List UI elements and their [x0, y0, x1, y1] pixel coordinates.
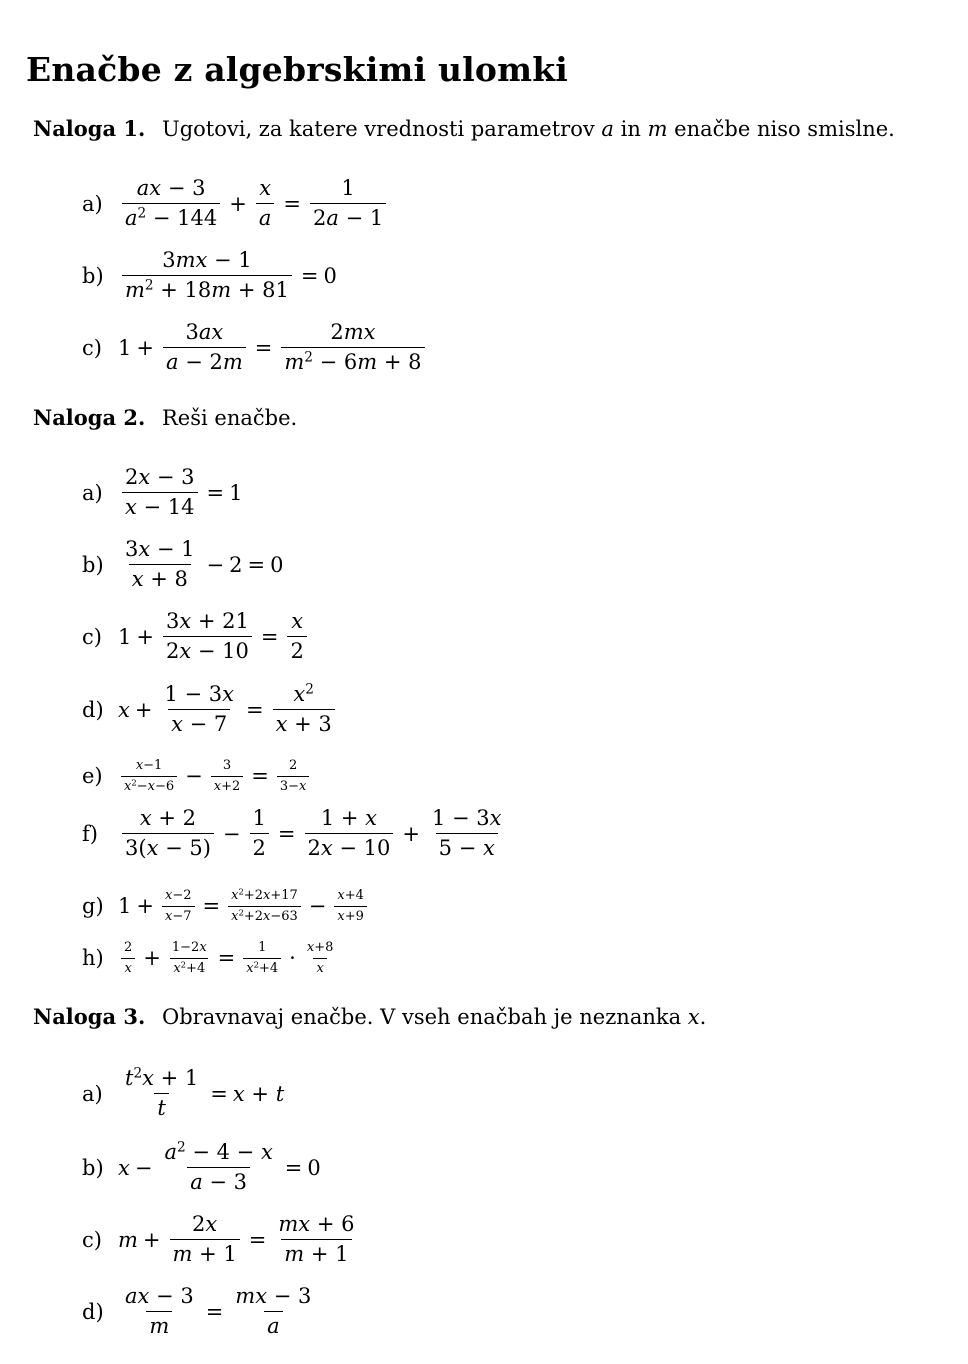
equation: m + $\frac{2x}{m + 1}$ = $\frac{mx + 6}{m + 1}$ — [118, 1212, 355, 1267]
equation: $\frac{ax - 3}{a^2 - 144}$ + $\frac{x}{a}$ = $\frac{1}{2a - 1}$ — [118, 176, 390, 231]
equation: $\frac{3mx - 1}{m^2 + 18m + 81}$ = 0 — [118, 248, 337, 303]
task-1-text-c: enačbe niso smislne. — [674, 117, 895, 141]
item-label: h) — [82, 946, 104, 971]
task-3-item-c — [82, 1212, 361, 1267]
task-3-var-x: x — [687, 1005, 700, 1029]
equation: $\frac{x + 2}{3(x - 5)}$ − $\frac{1}{2}$ = $\frac{1 + x}{2x - 10}$ + $\frac{1 - 3x}{5 - x}$ — [118, 806, 509, 861]
task-1-label: Naloga 1. — [33, 116, 146, 141]
item-label: c) — [82, 335, 102, 360]
item-label: b) — [82, 263, 104, 288]
item-label: e) — [82, 764, 103, 789]
equation: 1 + $\frac{3x + 21}{2x - 10}$ = $\frac{x}{2}$ — [118, 609, 311, 664]
task-2-item-e — [82, 758, 312, 794]
item-label: f) — [82, 821, 98, 846]
task-3-text-b: . — [699, 1005, 707, 1029]
item-label: b) — [82, 552, 104, 577]
equation: 1 + $\frac{x-2}{x-7}$ = $\frac{x^2+2x+17}{x^2+2x-63}$ − $\frac{x+4}{x+9}$ — [118, 888, 370, 924]
page-title: Enačbe z algebrskimi ulomki — [26, 50, 569, 89]
equation: x − $\frac{a^2 - 4 - x}{a - 3}$ = 0 — [118, 1139, 321, 1195]
task-1-var-m: m — [647, 117, 668, 141]
equation: 1 + $\frac{3ax}{a - 2m}$ = $\frac{2mx}{m^2 - 6m + 8}$ — [118, 320, 429, 375]
task-1-heading — [33, 116, 895, 141]
task-2-text: Reši enačbe. — [162, 406, 298, 430]
task-2-item-g — [82, 888, 370, 924]
item-label: g) — [82, 894, 104, 919]
task-3-label: Naloga 3. — [33, 1004, 146, 1029]
task-2-item-c — [82, 609, 311, 664]
task-3-item-d — [82, 1284, 318, 1339]
item-label: d) — [82, 1299, 104, 1324]
task-2-item-a — [82, 465, 243, 520]
item-label: c) — [82, 624, 102, 649]
task-3-item-a — [82, 1066, 284, 1121]
equation: $\frac{3x - 1}{x + 8}$ − 2 = 0 — [125, 537, 284, 592]
task-3-text-a: Obravnavaj enačbe. V vseh enačbah je neznanka — [162, 1005, 682, 1029]
task-1-text-a: Ugotovi, za katere vrednosti parametrov — [162, 117, 595, 141]
task-2-heading — [33, 405, 297, 430]
equation: $\frac{2x - 3}{x - 14}$ = 1 — [118, 465, 243, 520]
task-2-item-f — [82, 806, 509, 861]
item-label: d) — [82, 697, 104, 722]
task-3-heading — [33, 1004, 706, 1029]
task-2-item-b — [82, 537, 284, 592]
task-2-label: Naloga 2. — [33, 405, 146, 430]
equation: $\frac{x-1}{x^2-x-6}$ − $\frac{3}{x+2}$ = $\frac{2}{3-x}$ — [118, 758, 312, 794]
task-1-text-b: in — [620, 117, 641, 141]
item-label: b) — [82, 1155, 104, 1180]
task-1-item-c — [82, 320, 429, 375]
task-1-var-a: a — [601, 117, 614, 141]
task-3-item-b — [82, 1140, 321, 1195]
equation: $\frac{ax - 3}{m}$ = $\frac{mx - 3}{a}$ — [125, 1284, 312, 1339]
task-1-item-b — [82, 248, 337, 303]
equation: x + $\frac{1 - 3x}{x - 7}$ = $\frac{x^2}{x + 3}$ — [118, 682, 339, 737]
task-2-item-h — [82, 940, 339, 976]
item-label: c) — [82, 1227, 102, 1252]
equation: $\frac{t^2x + 1}{t}$ = x + t — [125, 1065, 285, 1121]
task-1-item-a — [82, 176, 390, 231]
item-label: a) — [82, 1081, 103, 1106]
item-label: a) — [82, 191, 103, 216]
item-label: a) — [82, 480, 103, 505]
task-2-item-d — [82, 682, 339, 737]
equation: $\frac{2}{x}$ + $\frac{1-2x}{x^2+4}$ = $\frac{1}{x^2+4}$ · $\frac{x+8}{x}$ — [118, 940, 339, 976]
